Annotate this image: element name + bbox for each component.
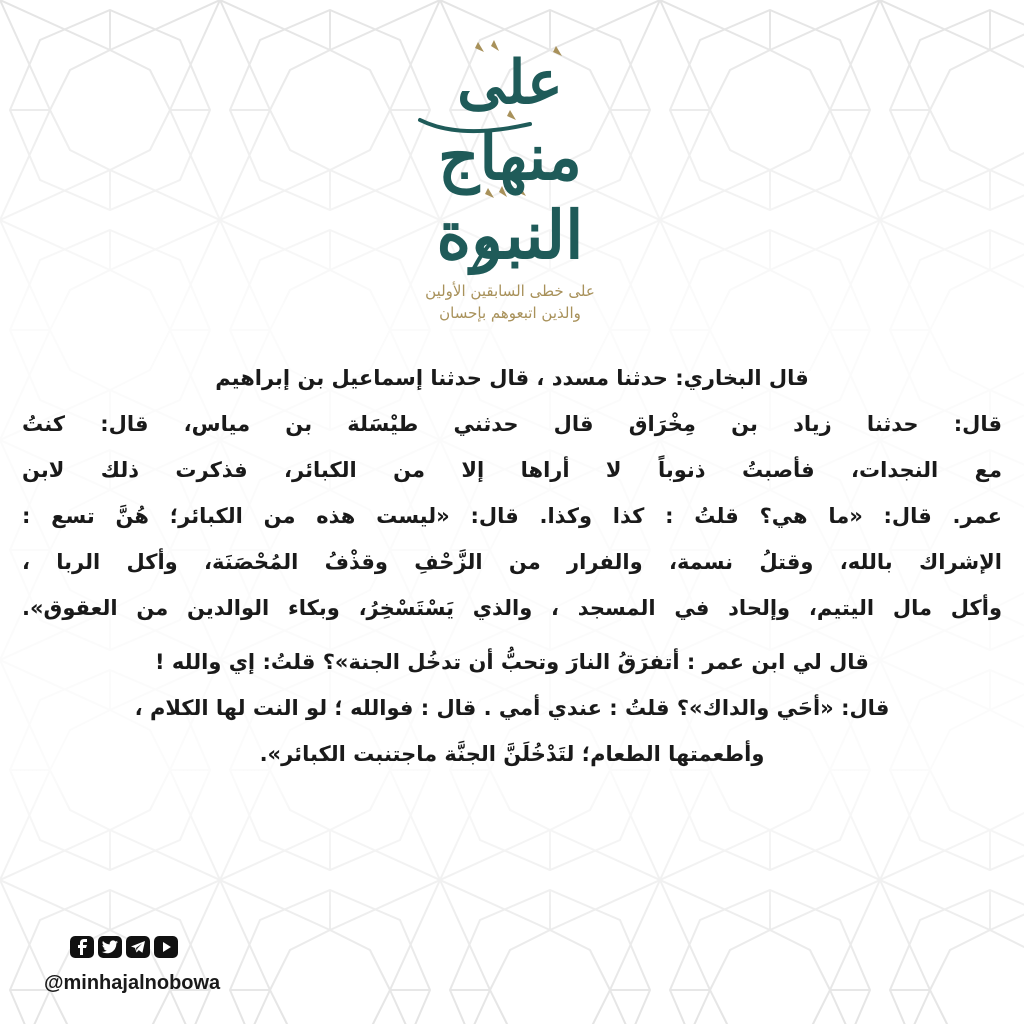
- hadith-line: قال البخاري: حدثنا مسدد ، قال حدثنا إسماعيل بن إبراهيم: [215, 366, 809, 390]
- hadith-line: وأطعمتها الطعام؛ لتَدْخُلَنَّ الجنَّة ماجتنبت الكبائر».: [259, 742, 765, 766]
- social-icons: [70, 936, 178, 960]
- hadith-line: وأكل مال اليتيم، وإلحاد في المسجد ، والذي يَسْتَسْخِرُ، وبكاء الوالدين من العقوق».: [22, 596, 1002, 620]
- logo-tagline-1: على خطى السابقين الأولين: [425, 282, 595, 300]
- hadith-line: قال لي ابن عمر : أتفرَقُ النارَ وتحبُّ أن تدخُل الجنة»؟ قلتُ: إي والله !: [155, 650, 869, 674]
- hadith-line: قال: حدثنا زياد بن مِخْرَاق قال حدثني طيْسَلة بن مياس، قال: كنتُ: [22, 412, 1002, 436]
- twitter-icon[interactable]: [98, 936, 122, 958]
- brand-logo: [360, 20, 660, 320]
- hadith-text: [22, 360, 1002, 782]
- hadith-line: قال: «أحَي والداك»؟ قلتُ : عندي أمي . قال : فوالله ؛ لو النت لها الكلام ،: [134, 696, 890, 720]
- logo-word-ala: على: [457, 48, 563, 118]
- logo-word-nubuwwa: النبوة: [436, 196, 584, 274]
- logo-tagline-2: والذين اتبعوهم بإحسان: [439, 304, 581, 322]
- telegram-icon[interactable]: [126, 936, 150, 958]
- hadith-line: مع النجدات، فأصبتُ ذنوباً لا أراها إلا من الكبائر، فذكرت ذلك لابن: [22, 458, 1002, 482]
- facebook-icon[interactable]: [70, 936, 94, 958]
- youtube-icon[interactable]: [154, 936, 178, 958]
- hadith-line: الإشراك بالله، وقتلُ نسمة، والفرار من الزَّحْفِ وقذْفُ المُحْصَنَة، وأكل الربا ،: [22, 550, 1002, 574]
- hadith-line: عمر. قال: «ما هي؟ قلتُ : كذا وكذا. قال: «ليست هذه من الكبائر؛ هُنَّ تسع :: [22, 504, 1002, 528]
- social-handle[interactable]: @minhajalnobowa: [44, 972, 221, 994]
- logo-word-minhaj: منهاج: [438, 120, 582, 195]
